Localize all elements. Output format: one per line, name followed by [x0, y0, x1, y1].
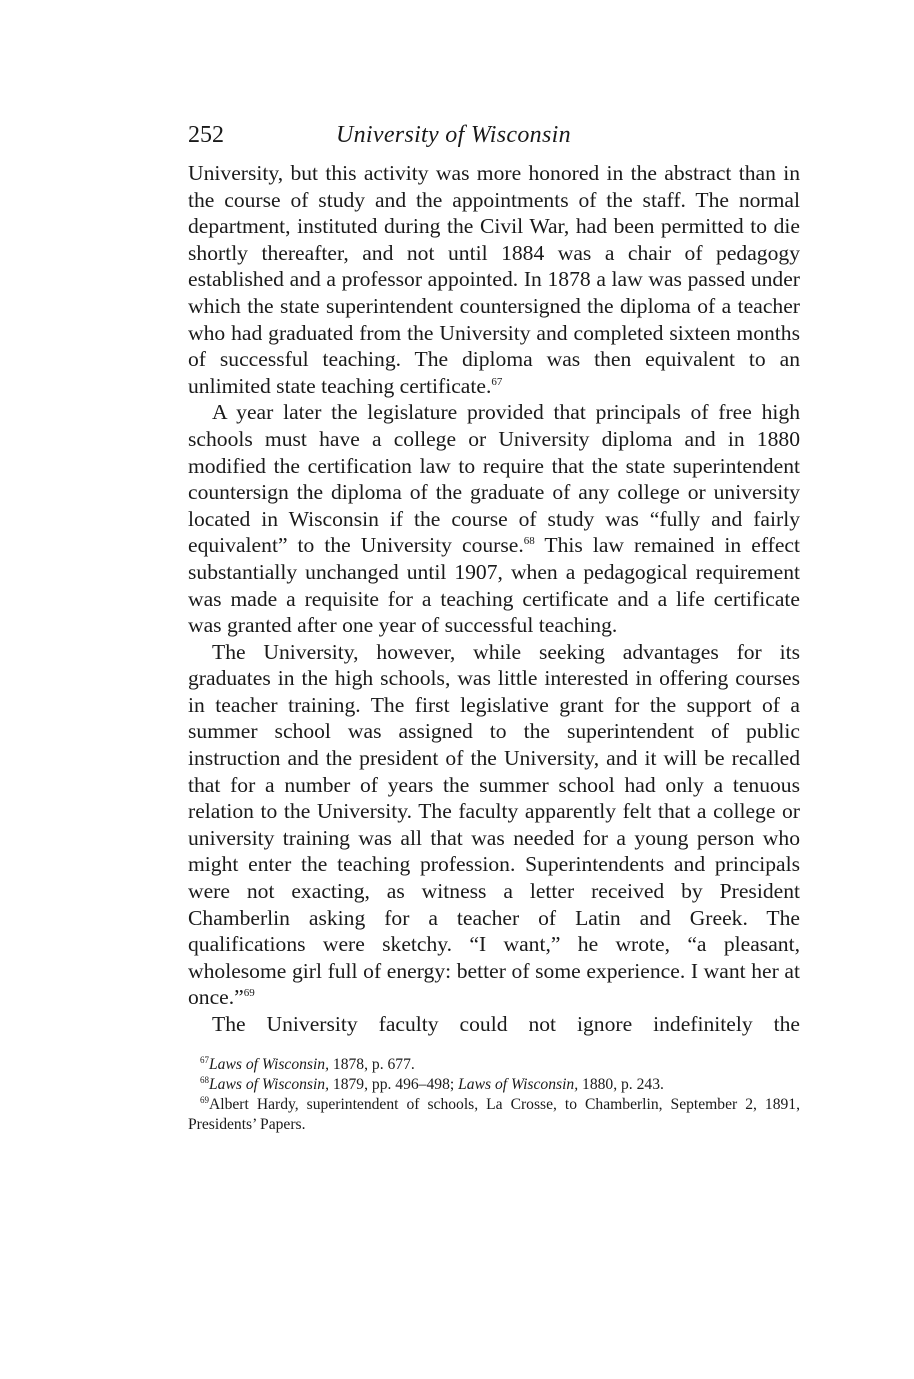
paragraph-3: [188, 639, 800, 1011]
paragraph-2: [188, 399, 800, 638]
paragraph-text: The University faculty could not ignore indefinitely the: [212, 1012, 800, 1036]
footnotes: [188, 1055, 800, 1135]
paragraph-text: A year later the legislature provided that principals of free high schools must have a college or University diploma and in 1880 modified the certification law to require that the state superintendent countersign the diploma of the graduate of any college or university located in Wisconsin if the course of study was “fully and fairly equivalent” to the University course.: [188, 400, 800, 558]
paragraph-text: The University, however, while seeking advantages for its graduates in the high schools, was little interested in offering courses in teacher training. The first legislative grant for the support of a summer school was assigned to the superintendent of public instruction and the president of the University, and it will be recalled that for a number of years the summer school had only a tenuous relation to the University. The faculty apparently felt that a college or university training was all that was needed for a young person who might enter the teaching profession. Superintendents and principals were not exacting, as witness a letter received by President Chamberlin asking for a teacher of Latin and Greek. The qualifications were sketchy. “I want,” he wrote, “a pleasant, wholesome girl full of energy: better of some experience. I want her at once.”: [188, 639, 800, 1010]
paragraph-text: University, but this activity was more honored in the abstract than in the course of study and the appointments of the staff. The normal department, instituted during the Civil War, had been permitted to die shortly thereafter, and not until 1884 was a chair of pedagogy established and a professor appointed. In 1878 a law was passed under which the state superintendent countersigned the diploma of a teacher who had graduated from the University and completed sixteen months of successful teaching. The diploma was then equivalent to an unlimited state teaching certificate.: [188, 161, 800, 398]
running-title: University of Wisconsin: [336, 122, 571, 148]
page-header: [188, 120, 800, 160]
footnote-ref-69: 69: [243, 987, 255, 1000]
footnote-citation: Albert Hardy, superintendent of schools, La Crosse, to Chamberlin, September 2, 1891, Presidents’ Papers.: [188, 1095, 800, 1133]
footnote-citation: Laws of Wisconsin,: [209, 1055, 330, 1073]
footnote-ref-67: 67: [491, 375, 503, 388]
footnote-68: [188, 1075, 800, 1095]
body-text: [188, 160, 800, 1038]
footnote-citation: 1880, p. 243.: [578, 1075, 664, 1093]
footnote-number: 69: [200, 1094, 209, 1105]
footnote-citation: 1878, p. 677.: [329, 1055, 415, 1073]
book-page: [188, 120, 800, 1135]
footnote-69: [188, 1095, 800, 1135]
footnote-citation: Laws of Wisconsin,: [458, 1075, 579, 1093]
footnote-citation: 1879, pp. 496–498;: [329, 1075, 459, 1093]
footnote-number: 67: [200, 1054, 209, 1065]
footnote-67: [188, 1055, 800, 1075]
footnote-citation: Laws of Wisconsin,: [209, 1075, 330, 1093]
paragraph-4: [188, 1011, 800, 1038]
footnote-ref-68: 68: [523, 535, 535, 548]
paragraph-text: This law remained in effect substantially unchanged until 1907, when a pedagogical requirement was made a requisite for a teaching certificate and a life certificate was granted after one year of successful teaching.: [188, 533, 800, 638]
footnote-number: 68: [200, 1074, 209, 1085]
paragraph-1: [188, 160, 800, 399]
page-number: 252: [188, 122, 224, 148]
